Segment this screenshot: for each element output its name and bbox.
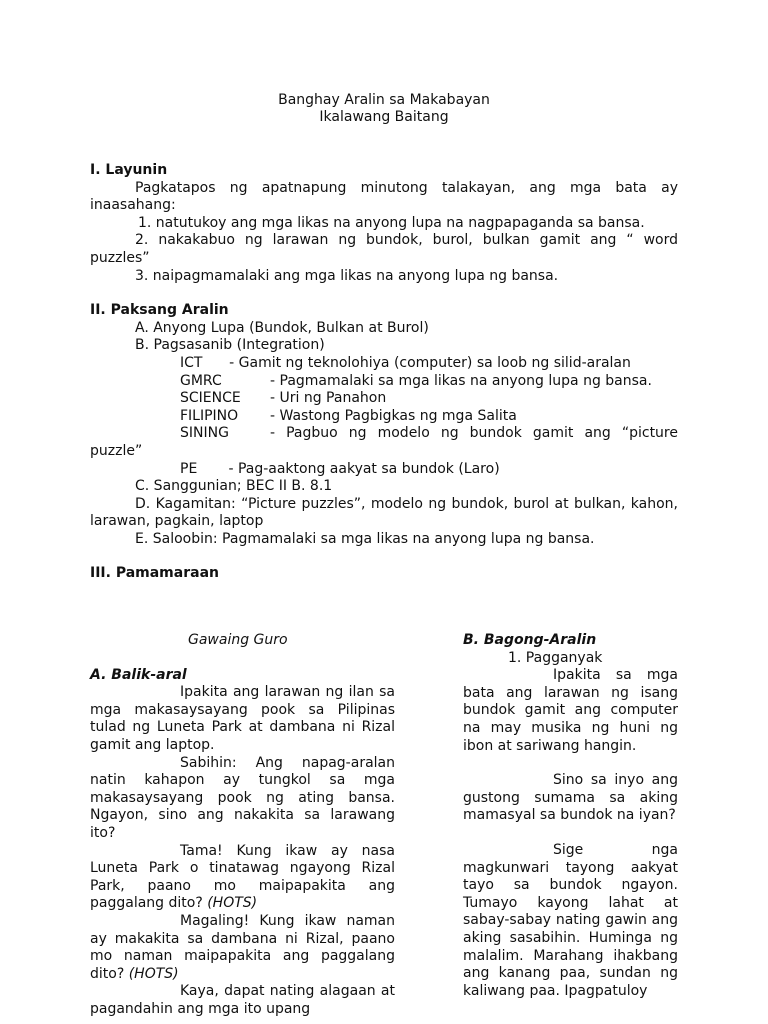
integration-value: - Wastong Pagbigkas ng mga Salita [270, 407, 517, 424]
layunin-item-2: 2. nakakabuo ng larawan ng bundok, burol, bulkan gamit ang “ word puzzles” [90, 232, 678, 266]
paksang-item-b: B. Pagsasanib (Integration) [135, 337, 325, 354]
hots-label: (HOTS) [207, 895, 258, 912]
integration-gmrc [90, 373, 678, 391]
paksang-item-d: D. Kagamitan: “Picture puzzles”, modelo ng bundok, burol at bulkan, kahon, larawan, pagkain, laptop [90, 495, 678, 530]
integration-key: SCIENCE [180, 390, 241, 407]
sub-heading-bagong-aralin: B. Bagong-Aralin [463, 632, 597, 648]
pagganyak-paragraph: Sino sa inyo ang gustong sumama sa aking mamasyal sa bundok na iyan? [463, 772, 678, 824]
integration-key: GMRC [180, 372, 222, 389]
balik-aral-paragraph [90, 913, 395, 983]
column-title-gawaing-guro: Gawaing Guro [188, 632, 288, 648]
paragraph-text: Magaling! Kung ikaw naman ay makakita sa dambana ni Rizal, paano mo naman maipapakita ang paggalang dito? [90, 912, 395, 982]
integration-value: - Pagbuo ng modelo ng bundok gamit ang “picture puzzle” [90, 425, 678, 459]
paksang-item-e: E. Saloobin: Pagmamalaki sa mga likas na anyong lupa ng bansa. [135, 530, 595, 547]
pagganyak-paragraph: Ipakita sa mga bata ang larawan ng isang bundok gamit ang computer na may musika ng huni ng ibon at sariwang hangin. [463, 667, 678, 754]
layunin-intro: Pagkatapos ng apatnapung minutong talakayan, ang mga bata ay inaasahang: [90, 179, 678, 214]
integration-pe: PE - Pag-aaktong aakyat sa bundok (Laro) [180, 460, 500, 477]
hots-label: (HOTS) [128, 965, 179, 982]
integration-ict: ICT - Gamit ng teknolohiya (computer) sa loob ng silid-aralan [180, 354, 631, 371]
sub-heading-balik-aral: A. Balik-aral [90, 666, 187, 683]
right-column [463, 632, 678, 1000]
integration-value: - Uri ng Panahon [270, 390, 387, 407]
pagganyak-paragraph: Sige nga magkunwari tayong aakyat tayo sa bundok ngayon. Tumayo kayong lahat at sabay-sabay nating gawin ang aking sasabihin. Huminga ng malalim. Marahang ihakbang ang kanang paa, sundan ng kaliwang paa. Ipagpatuloy [463, 841, 678, 999]
integration-filipino [90, 408, 678, 426]
section-heading-paksang-aralin: II. Paksang Aralin [90, 302, 229, 319]
integration-value: - Pagmamalaki sa mga likas na anyong lupa ng bansa. [270, 372, 652, 389]
document-title [90, 92, 678, 126]
balik-aral-paragraph: Ipakita ang larawan ng ilan sa mga makasaysayang pook sa Pilipinas tulad ng Luneta Park at dambana ni Rizal gamit ang laptop. [90, 684, 395, 753]
integration-science [90, 390, 678, 408]
left-column [90, 632, 395, 1018]
balik-aral-paragraph [90, 843, 395, 913]
section-heading-pamamaraan: III. Pamamaraan [90, 565, 219, 582]
document-page [90, 92, 678, 583]
paragraph-text: Tama! Kung ikaw ay nasa Luneta Park o tinatawag ngayong Rizal Park, paano mo maipapakita ang paggalang dito? [90, 842, 395, 912]
title-line-1: Banghay Aralin sa Makabayan [278, 92, 490, 108]
integration-key: SINING [180, 425, 229, 442]
balik-aral-paragraph: Kaya, dapat nating alagaan at pagandahin ang mga ito upang [90, 983, 395, 1017]
section-heading-layunin: I. Layunin [90, 162, 168, 178]
pagganyak-label: 1. Pagganyak [508, 649, 603, 666]
layunin-item-3: 3. naipagmamalaki ang mga likas na anyong lupa ng bansa. [135, 267, 559, 284]
paksang-item-a: A. Anyong Lupa (Bundok, Bulkan at Burol) [135, 319, 429, 336]
paksang-item-c: C. Sanggunian; BEC II B. 8.1 [135, 478, 333, 495]
integration-key: FILIPINO [180, 407, 239, 424]
balik-aral-paragraph: Sabihin: Ang napag-aralan natin kahapon ay tungkol sa mga makasaysayang pook ng ating bansa. Ngayon, sino ang nakakita sa larawang ito? [90, 754, 395, 841]
integration-sining [90, 425, 678, 460]
title-line-2: Ikalawang Baitang [319, 109, 449, 125]
layunin-item-1: 1. natutukoy ang mga likas na anyong lupa na nagpapaganda sa bansa. [138, 214, 645, 231]
